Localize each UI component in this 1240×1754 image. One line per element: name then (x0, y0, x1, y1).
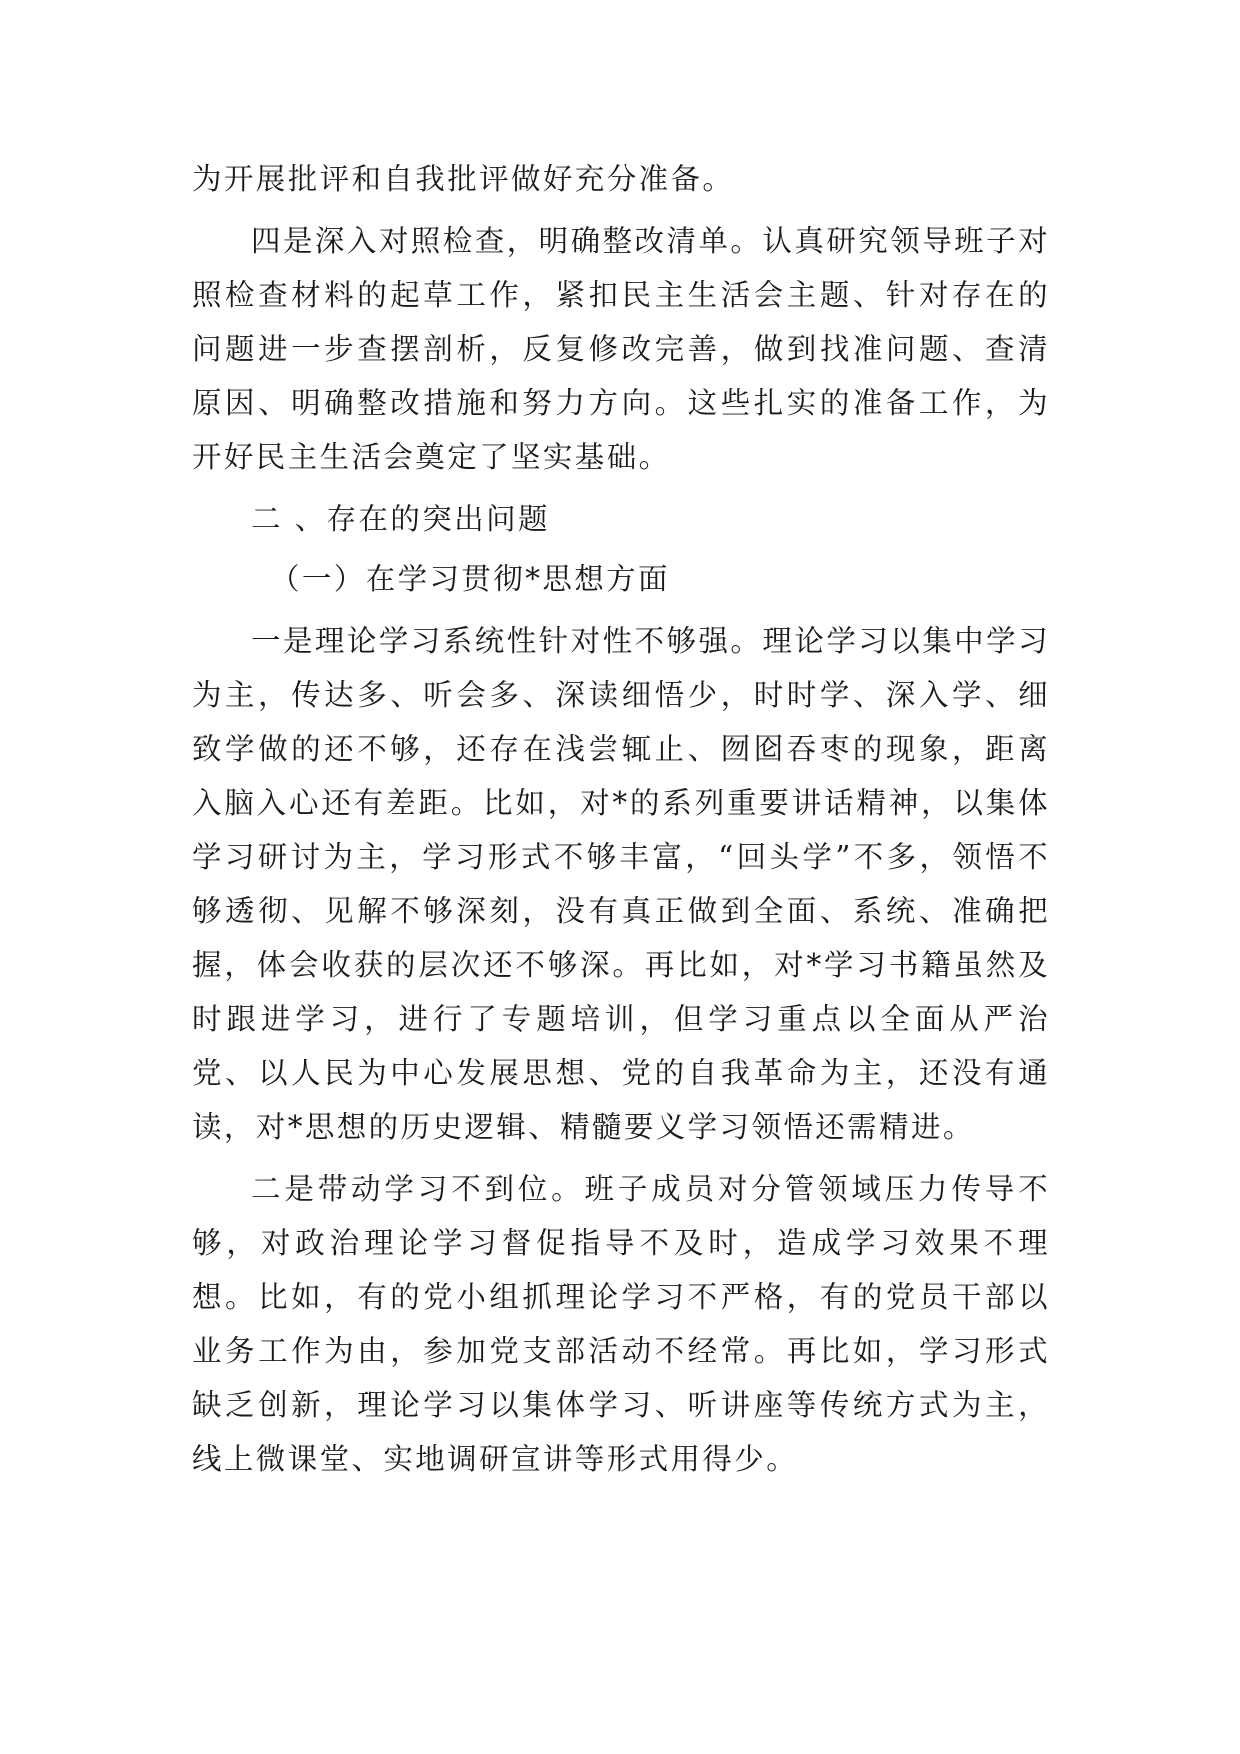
section-heading: 二 、存在的突出问题 (251, 502, 550, 536)
paragraph-problem-one: 一是理论学习系统性针对性不够强。理论学习以集中学习为主，传达多、听会多、深读细悟少，时时学、深入学、细致学做的还不够，还存在浅尝辄止、囫囵吞枣的现象，距离入脑入心还有差距。比如，对*的系列重要讲话精神，以集体学习研讨为主，学习形式不够丰富，“回头学”不多，领悟不够透彻、见解不够深刻，没有真正做到全面、系统、准确把握，体会收获的层次还不够深。再比如，对*学习书籍虽然及时跟进学习，进行了专题培训，但学习重点以全面从严治党、以人民为中心发展思想、党的自我革命为主，还没有通读，对*思想的历史逻辑、精髓要义学习领悟还需精进。 (192, 624, 1050, 1144)
paragraph-problem-two: 二是带动学习不到位。班子成员对分管领域压力传导不够，对政治理论学习督促指导不及时，造成学习效果不理想。比如，有的党小组抓理论学习不严格，有的党员干部以业务工作为由，参加党支部活动不经常。再比如，学习形式缺乏创新，理论学习以集体学习、听讲座等传统方式为主，线上微课堂、实地调研宣讲等形式用得少。 (192, 1172, 1050, 1476)
paragraph-item-four: 四是深入对照检查，明确整改清单。认真研究领导班子对照检查材料的起草工作，紧扣民主生活会主题、针对存在的问题进一步查摆剖析，反复修改完善，做到找准问题、查清原因、明确整改措施和努力方向。这些扎实的准备工作，为开好民主生活会奠定了坚实基础。 (192, 224, 1050, 474)
paragraph-continued: 为开展批评和自我批评做好充分准备。 (192, 162, 735, 196)
subsection-heading: （一）在学习贯彻*思想方面 (270, 562, 670, 596)
document-body (192, 152, 1050, 1494)
